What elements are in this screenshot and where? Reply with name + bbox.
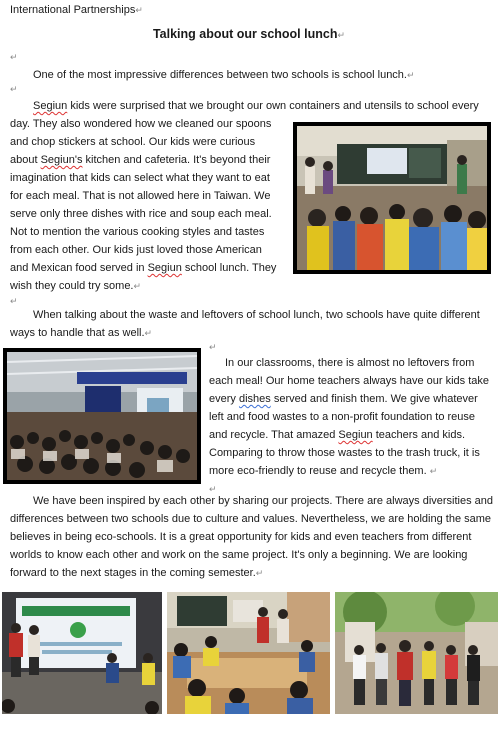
presentation-photo	[2, 592, 162, 714]
paragraph-mark: ↵	[10, 296, 18, 306]
paragraph-mark: ↵	[10, 84, 18, 94]
classroom-image	[297, 126, 487, 270]
table-activity-image	[167, 592, 330, 714]
paragraph-4: In our classrooms, there is almost no leftovers from each meal! Our home teachers always have our kids take every dishes served and finish them. We give whatever left and food wastes to a non-profit foundation to reuse and recycle. That amazed Segiun teachers and kids. Comparing to throw those wastes to the trash truck, it is more eco-friendly to reuse and recycle them. ↵ ↵	[209, 357, 490, 494]
paragraph-mark: ↵	[209, 342, 217, 352]
paragraph-5: We have been inspired by each other by sharing our projects. There are always diversities and differences between two schools due to culture and values. Nevertheless, we are holding the same believes in being eco-schools. It is a great opportunity for kids and even teachers from different worlds to know each other and work on the same project. It's only a beginning. We are looking forward to the next stages in the coming semester.↵	[10, 495, 494, 579]
auditorium-photo	[3, 348, 201, 484]
paragraph-mark: ↵	[10, 52, 18, 62]
group-outdoor-image	[335, 592, 498, 714]
group-outdoor-photo	[335, 592, 498, 714]
table-activity-photo	[167, 592, 330, 714]
paragraph-3: When talking about the waste and leftovers of school lunch, two schools have quite different ways to handle that as well.↵	[10, 309, 480, 339]
org-header: International Partnerships↵	[10, 4, 143, 16]
paragraph-1: One of the most impressive differences between two schools is school lunch.↵	[33, 69, 415, 81]
auditorium-image	[7, 352, 197, 480]
paragraph-2: Segiun kids were surprised that we brought our own containers and utensils to school every day. They also wondered how we cleaned our spoons and chop stickers at school. Our kids were curious about Segiun's kitchen and cafeteria. It's beyond their imagination that kids can select what they want to eat for each meal. That is not allowed here in Taiwan. We serve only three dishes with rice and soup each meal. Not to mention the various cooking styles and tastes from each other. Our kids just loved those American and Mexican food served in Segiun school lunch. They wish they could try some.↵	[10, 100, 479, 292]
presentation-image	[2, 592, 162, 714]
page-title: Talking about our school lunch↵	[152, 27, 346, 41]
classroom-photo	[293, 122, 491, 274]
